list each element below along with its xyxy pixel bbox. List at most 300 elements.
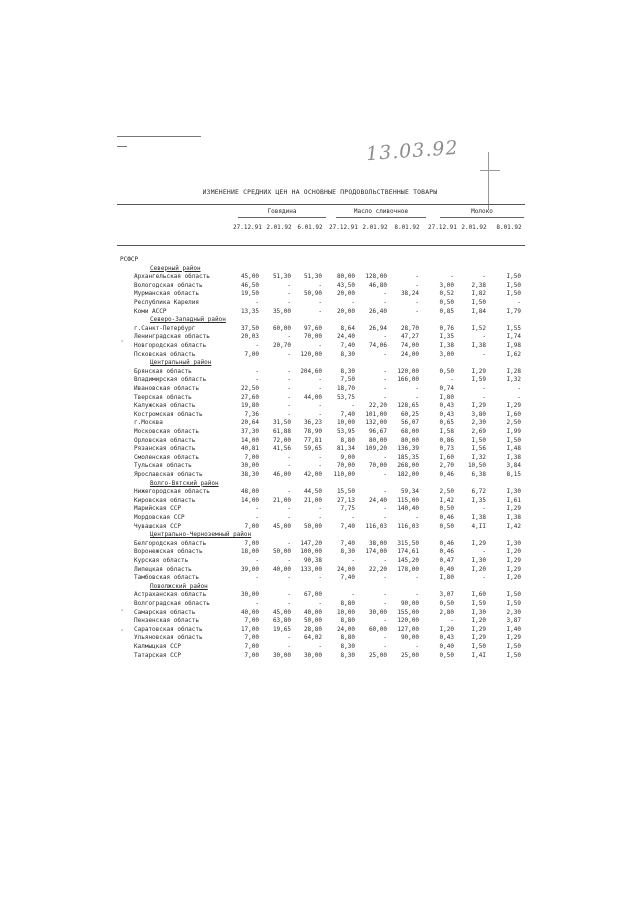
price-cell: 26,94 xyxy=(368,324,387,332)
column-group-underline xyxy=(440,217,524,218)
price-cell: I,50 xyxy=(506,651,521,659)
column-group-label: Масло сливочное xyxy=(353,208,409,215)
price-cell: - xyxy=(318,514,322,521)
price-cell: 174,61 xyxy=(397,548,419,556)
price-cell: 7,40 xyxy=(340,539,355,547)
price-cell: 74,00 xyxy=(400,342,419,349)
price-cell: 7,40 xyxy=(340,522,355,530)
price-cell: 3,80 xyxy=(471,410,486,418)
price-cell: 174,00 xyxy=(365,548,387,556)
price-cell: 116,03 xyxy=(365,522,387,530)
table-row xyxy=(0,488,636,497)
price-cell: 37,50 xyxy=(240,324,259,332)
row-label: Самарская область xyxy=(134,608,196,616)
price-cell: - xyxy=(255,505,259,513)
price-cell: 145,20 xyxy=(397,557,419,564)
row-label: Белгородская область xyxy=(134,539,207,547)
price-cell: I,20 xyxy=(506,548,521,556)
price-cell: 40,00 xyxy=(272,565,291,573)
price-cell: 3,07 xyxy=(439,591,454,599)
price-cell: 18,70 xyxy=(336,385,355,392)
price-cell: 8,30 xyxy=(340,367,355,375)
price-cell: - xyxy=(517,385,521,392)
row-label: Мурманская область xyxy=(134,290,200,298)
price-cell: 4,II xyxy=(471,522,486,530)
row-label: Смоленская область xyxy=(134,453,200,461)
price-cell: 7,00 xyxy=(244,350,259,358)
price-cell: 90,00 xyxy=(400,634,419,642)
price-cell: - xyxy=(482,574,486,582)
price-cell: 38,24 xyxy=(400,290,419,298)
price-cell: 63,80 xyxy=(272,617,291,625)
row-label: Тверская область xyxy=(134,393,192,401)
price-cell: I,20 xyxy=(506,574,521,582)
price-cell: I,30 xyxy=(471,557,486,564)
price-cell: - xyxy=(517,299,521,306)
price-cell: - xyxy=(318,307,322,315)
price-cell: 43,50 xyxy=(336,281,355,289)
price-cell: 80,00 xyxy=(368,436,387,444)
price-cell: 0,47 xyxy=(439,557,454,564)
price-cell: 3,00 xyxy=(439,281,454,289)
region-heading-row xyxy=(0,265,636,274)
price-cell: - xyxy=(287,514,291,521)
price-cell: - xyxy=(318,505,322,513)
table-row xyxy=(0,454,636,463)
price-cell: 2,30 xyxy=(471,419,486,427)
table-header-rule xyxy=(117,245,525,246)
price-cell: 45,00 xyxy=(272,608,291,616)
price-cell: 96,67 xyxy=(368,428,387,435)
price-cell: - xyxy=(517,393,521,401)
price-cell: 7,40 xyxy=(340,410,355,418)
table-row xyxy=(0,342,636,351)
price-cell: 7,75 xyxy=(340,505,355,513)
price-cell: 77,81 xyxy=(303,436,322,444)
price-cell: - xyxy=(287,299,291,306)
price-cell: 0,74 xyxy=(439,385,454,392)
price-cell: - xyxy=(287,393,291,401)
price-cell: 25,00 xyxy=(400,651,419,659)
price-cell: 24,00 xyxy=(400,350,419,358)
row-label: Архангельская область xyxy=(134,273,210,281)
price-cell: - xyxy=(318,600,322,607)
price-cell: 61,88 xyxy=(272,428,291,435)
price-cell: 7,00 xyxy=(244,617,259,625)
price-cell: 60,25 xyxy=(400,410,419,418)
price-cell: 3,87 xyxy=(506,617,521,625)
region-heading-row xyxy=(0,531,636,540)
price-cell: - xyxy=(482,273,486,281)
price-cell: 53,95 xyxy=(336,428,355,435)
price-cell: - xyxy=(351,299,355,306)
price-cell: 38,00 xyxy=(368,539,387,547)
column-group-label: Говядина xyxy=(267,208,297,215)
price-cell: 36,23 xyxy=(303,419,322,427)
price-cell: 18,00 xyxy=(240,548,259,556)
price-cell: I,29 xyxy=(471,539,486,547)
price-cell: 7,00 xyxy=(244,453,259,461)
price-cell: - xyxy=(383,471,387,478)
price-cell: 0,52 xyxy=(439,290,454,298)
table-row xyxy=(0,609,636,618)
row-label: Ивановская область xyxy=(134,385,200,392)
column-date-header: 2.01.92 xyxy=(266,224,292,231)
price-cell: 178,00 xyxy=(397,565,419,573)
table-row xyxy=(0,626,636,635)
table-row xyxy=(0,402,636,411)
margin-mark: ⸗ xyxy=(121,337,124,345)
price-cell: 30,00 xyxy=(368,608,387,616)
price-cell: 44,00 xyxy=(303,393,322,401)
row-label: г.Москва xyxy=(134,419,163,427)
price-cell: 80,00 xyxy=(400,436,419,444)
row-label: Калмыцкая ССР xyxy=(134,643,181,650)
price-cell: 78,90 xyxy=(303,428,322,435)
table-row xyxy=(0,273,636,282)
price-cell: 50,00 xyxy=(303,617,322,625)
price-cell: I,74 xyxy=(506,333,521,341)
price-cell: I,50 xyxy=(506,591,521,599)
price-cell: 2,30 xyxy=(506,608,521,616)
price-cell: I,29 xyxy=(471,625,486,633)
price-cell: I,50 xyxy=(506,273,521,281)
price-cell: 24,00 xyxy=(336,565,355,573)
price-cell: I,29 xyxy=(471,367,486,375)
row-label: Нижегородская область xyxy=(134,488,210,496)
column-group-label: Молоко xyxy=(471,208,493,215)
price-cell: 0,73 xyxy=(439,445,454,453)
price-cell: I,38 xyxy=(471,514,486,521)
price-cell: 51,30 xyxy=(272,273,291,281)
price-cell: - xyxy=(287,643,291,650)
price-cell: I,20 xyxy=(471,617,486,625)
price-cell: - xyxy=(287,367,291,375)
price-cell: - xyxy=(383,453,387,461)
price-cell: 48,00 xyxy=(240,488,259,496)
price-cell: 315,50 xyxy=(397,539,419,547)
price-cell: - xyxy=(287,453,291,461)
column-date-header: 8.01.92 xyxy=(394,224,420,231)
row-label: Тамбовская область xyxy=(134,574,200,582)
price-cell: 204,60 xyxy=(300,367,322,375)
price-cell: 7,00 xyxy=(244,539,259,547)
price-cell: - xyxy=(383,557,387,564)
price-cell: I,52 xyxy=(471,324,486,332)
region-heading: Северный район xyxy=(150,264,201,272)
price-cell: 120,00 xyxy=(397,367,419,375)
price-cell: 19,65 xyxy=(272,625,291,633)
table-row xyxy=(0,445,636,454)
price-cell: - xyxy=(255,299,259,306)
price-cell: 166,00 xyxy=(397,376,419,384)
price-cell: - xyxy=(318,281,322,289)
price-cell: I,82 xyxy=(471,290,486,298)
price-cell: - xyxy=(383,643,387,650)
price-cell: - xyxy=(383,634,387,642)
price-cell: - xyxy=(318,462,322,470)
price-cell: I,42 xyxy=(506,522,521,530)
table-row xyxy=(0,462,636,471)
top-rule-short xyxy=(117,146,127,147)
table-row xyxy=(0,290,636,299)
row-label: Владимирская область xyxy=(134,376,207,384)
top-rule xyxy=(117,136,201,137)
price-cell: 7,00 xyxy=(244,643,259,650)
price-cell: - xyxy=(383,574,387,582)
price-cell: 8,80 xyxy=(340,436,355,444)
price-cell: I,62 xyxy=(506,350,521,358)
price-cell: - xyxy=(287,402,291,410)
price-cell: 53,75 xyxy=(336,393,355,401)
price-cell: 7,50 xyxy=(340,376,355,384)
column-date-header: 8.01.92 xyxy=(496,224,522,231)
price-cell: I,59 xyxy=(471,376,486,384)
price-cell: I,59 xyxy=(471,600,486,607)
row-label: Астраханская область xyxy=(134,591,207,599)
price-cell: 136,39 xyxy=(397,445,419,453)
region-heading-row xyxy=(0,480,636,489)
price-cell: I,4I xyxy=(471,651,486,659)
price-cell: - xyxy=(383,393,387,401)
price-cell: 30,00 xyxy=(303,651,322,659)
row-label: Татарская ССР xyxy=(134,651,181,659)
price-cell: - xyxy=(255,557,259,564)
price-cell: - xyxy=(383,591,387,599)
region-heading-row xyxy=(0,316,636,325)
price-cell: I,50 xyxy=(471,643,486,650)
price-cell: 17,00 xyxy=(240,625,259,633)
row-label: Кировская область xyxy=(134,496,196,504)
column-date-header: 6.01.92 xyxy=(297,224,323,231)
price-cell: 0,43 xyxy=(439,410,454,418)
price-cell: 30,00 xyxy=(240,591,259,599)
price-cell: - xyxy=(351,402,355,410)
price-cell: 0,50 xyxy=(439,651,454,659)
row-label: Волгоградская область xyxy=(134,600,210,607)
price-cell: - xyxy=(383,505,387,513)
price-cell: 100,00 xyxy=(300,548,322,556)
row-label: Курская область xyxy=(134,557,189,564)
price-cell: 7,00 xyxy=(244,651,259,659)
price-cell: 28,80 xyxy=(303,625,322,633)
country-heading-row xyxy=(0,256,636,265)
price-cell: 0,86 xyxy=(439,436,454,444)
price-cell: - xyxy=(287,634,291,642)
price-cell: 20,70 xyxy=(272,342,291,349)
table-row xyxy=(0,471,636,480)
table-row xyxy=(0,540,636,549)
price-cell: 35,00 xyxy=(272,307,291,315)
price-cell: 0,43 xyxy=(439,634,454,642)
table-row xyxy=(0,600,636,609)
table-row xyxy=(0,566,636,575)
price-cell: 0,46 xyxy=(439,539,454,547)
price-cell: - xyxy=(383,333,387,341)
price-cell: I,50 xyxy=(506,643,521,650)
row-label: РСФСР xyxy=(120,256,139,263)
row-label: Вологодская область xyxy=(134,281,203,289)
price-cell: I,60 xyxy=(439,453,454,461)
price-cell: 0,46 xyxy=(439,471,454,478)
price-cell: 28,70 xyxy=(400,324,419,332)
price-cell: I,29 xyxy=(471,634,486,642)
row-label: Орловская область xyxy=(134,436,196,444)
price-cell: - xyxy=(482,350,486,358)
price-cell: 14,00 xyxy=(240,496,259,504)
price-cell: 268,00 xyxy=(397,462,419,470)
price-cell: 24,40 xyxy=(368,496,387,504)
price-cell: - xyxy=(255,574,259,582)
price-cell: 132,00 xyxy=(365,419,387,427)
price-cell: - xyxy=(415,591,419,599)
price-cell: 2,50 xyxy=(439,488,454,496)
price-cell: 0,50 xyxy=(439,600,454,607)
price-cell: 3,84 xyxy=(506,462,521,470)
price-cell: 120,00 xyxy=(300,350,322,358)
price-cell: 0,65 xyxy=(439,419,454,427)
price-cell: 39,00 xyxy=(240,565,259,573)
price-cell: - xyxy=(255,367,259,375)
price-cell: 15,50 xyxy=(336,488,355,496)
price-cell: 46,80 xyxy=(368,281,387,289)
price-cell: 101,00 xyxy=(365,410,387,418)
price-cell: 3,00 xyxy=(439,350,454,358)
price-cell: I,60 xyxy=(506,410,521,418)
price-cell: I,60 xyxy=(471,591,486,599)
table-row xyxy=(0,548,636,557)
price-cell: - xyxy=(318,376,322,384)
region-heading-row xyxy=(0,583,636,592)
price-cell: 7,36 xyxy=(244,410,259,418)
price-cell: 90,00 xyxy=(400,600,419,607)
price-cell: - xyxy=(415,299,419,306)
price-cell: 50,90 xyxy=(303,290,322,298)
price-cell: 27,13 xyxy=(336,496,355,504)
price-cell: 44,50 xyxy=(303,488,322,496)
row-label: Воронежская область xyxy=(134,548,203,556)
price-cell: - xyxy=(255,376,259,384)
row-label: Тульская область xyxy=(134,462,192,470)
price-cell: 6,38 xyxy=(471,471,486,478)
price-cell: 56,07 xyxy=(400,419,419,427)
price-cell: - xyxy=(287,350,291,358)
row-label: Пензенская область xyxy=(134,617,200,625)
price-cell: 2,70 xyxy=(439,462,454,470)
region-heading: Центрально-Черноземный район xyxy=(150,531,252,539)
price-cell: 24,40 xyxy=(336,333,355,341)
price-cell: 8,80 xyxy=(340,600,355,607)
row-label: Костромская область xyxy=(134,410,203,418)
price-cell: I,29 xyxy=(506,565,521,573)
price-cell: I,20 xyxy=(439,625,454,633)
price-cell: I,56 xyxy=(471,445,486,453)
price-cell: 133,00 xyxy=(300,565,322,573)
price-cell: I,29 xyxy=(506,402,521,410)
price-cell: 97,60 xyxy=(303,324,322,332)
price-cell: I,79 xyxy=(506,307,521,315)
column-date-header: 27.12.91 xyxy=(329,224,358,231)
row-label: Псковская область xyxy=(134,350,196,358)
price-cell: 50,00 xyxy=(303,522,322,530)
price-cell: 182,00 xyxy=(397,471,419,478)
price-cell: 22,20 xyxy=(368,402,387,410)
price-cell: - xyxy=(287,376,291,384)
price-cell: - xyxy=(255,342,259,349)
price-cell: - xyxy=(287,290,291,298)
price-cell: I,30 xyxy=(506,488,521,496)
price-cell: 110,00 xyxy=(333,471,355,478)
column-group-underline xyxy=(238,217,326,218)
price-cell: 8,30 xyxy=(340,651,355,659)
price-cell: 10,00 xyxy=(336,419,355,427)
price-cell: - xyxy=(450,617,454,625)
price-cell: 6,72 xyxy=(471,488,486,496)
price-cell: 74,06 xyxy=(368,342,387,349)
price-cell: - xyxy=(415,307,419,315)
price-cell: I,29 xyxy=(471,402,486,410)
price-cell: - xyxy=(318,410,322,418)
price-cell: I,48 xyxy=(506,445,521,453)
price-cell: 31,50 xyxy=(272,419,291,427)
table-row xyxy=(0,574,636,583)
price-cell: I,50 xyxy=(471,299,486,306)
column-group-underline xyxy=(336,217,426,218)
price-cell: - xyxy=(318,342,322,349)
price-cell: 185,35 xyxy=(397,453,419,461)
price-cell: 0,40 xyxy=(439,643,454,650)
price-cell: I,29 xyxy=(506,505,521,513)
price-cell: I,80 xyxy=(439,574,454,582)
price-cell: 80,00 xyxy=(336,273,355,281)
price-cell: 10,00 xyxy=(336,608,355,616)
row-label: Мордовская ССР xyxy=(134,514,185,521)
price-cell: I,55 xyxy=(506,324,521,332)
price-cell: 40,00 xyxy=(240,608,259,616)
table-row xyxy=(0,308,636,317)
price-cell: - xyxy=(482,333,486,341)
price-cell: - xyxy=(287,462,291,470)
price-cell: 22,20 xyxy=(368,565,387,573)
price-cell: 70,00 xyxy=(368,462,387,470)
price-cell: 20,00 xyxy=(336,307,355,315)
price-cell: 8,80 xyxy=(340,634,355,642)
price-cell: - xyxy=(482,393,486,401)
price-cell: 2,80 xyxy=(439,608,454,616)
price-cell: 9,00 xyxy=(340,453,355,461)
price-cell: I,61 xyxy=(506,496,521,504)
table-row xyxy=(0,428,636,437)
price-cell: - xyxy=(450,376,454,384)
price-cell: - xyxy=(383,488,387,496)
column-date-header: 2.01.92 xyxy=(362,224,388,231)
price-cell: 25,00 xyxy=(368,651,387,659)
price-cell: - xyxy=(287,591,291,599)
price-cell: I,38 xyxy=(439,342,454,349)
price-cell: I,84 xyxy=(471,307,486,315)
price-cell: - xyxy=(415,393,419,401)
price-cell: 155,00 xyxy=(397,608,419,616)
table-row xyxy=(0,376,636,385)
price-cell: I,30 xyxy=(471,608,486,616)
row-label: Ярославская область xyxy=(134,471,203,478)
price-cell: 51,30 xyxy=(303,273,322,281)
price-cell: 27,60 xyxy=(240,393,259,401)
price-cell: 46,50 xyxy=(240,281,259,289)
price-cell: I,38 xyxy=(471,342,486,349)
table-row xyxy=(0,643,636,652)
price-cell: I,42 xyxy=(439,496,454,504)
